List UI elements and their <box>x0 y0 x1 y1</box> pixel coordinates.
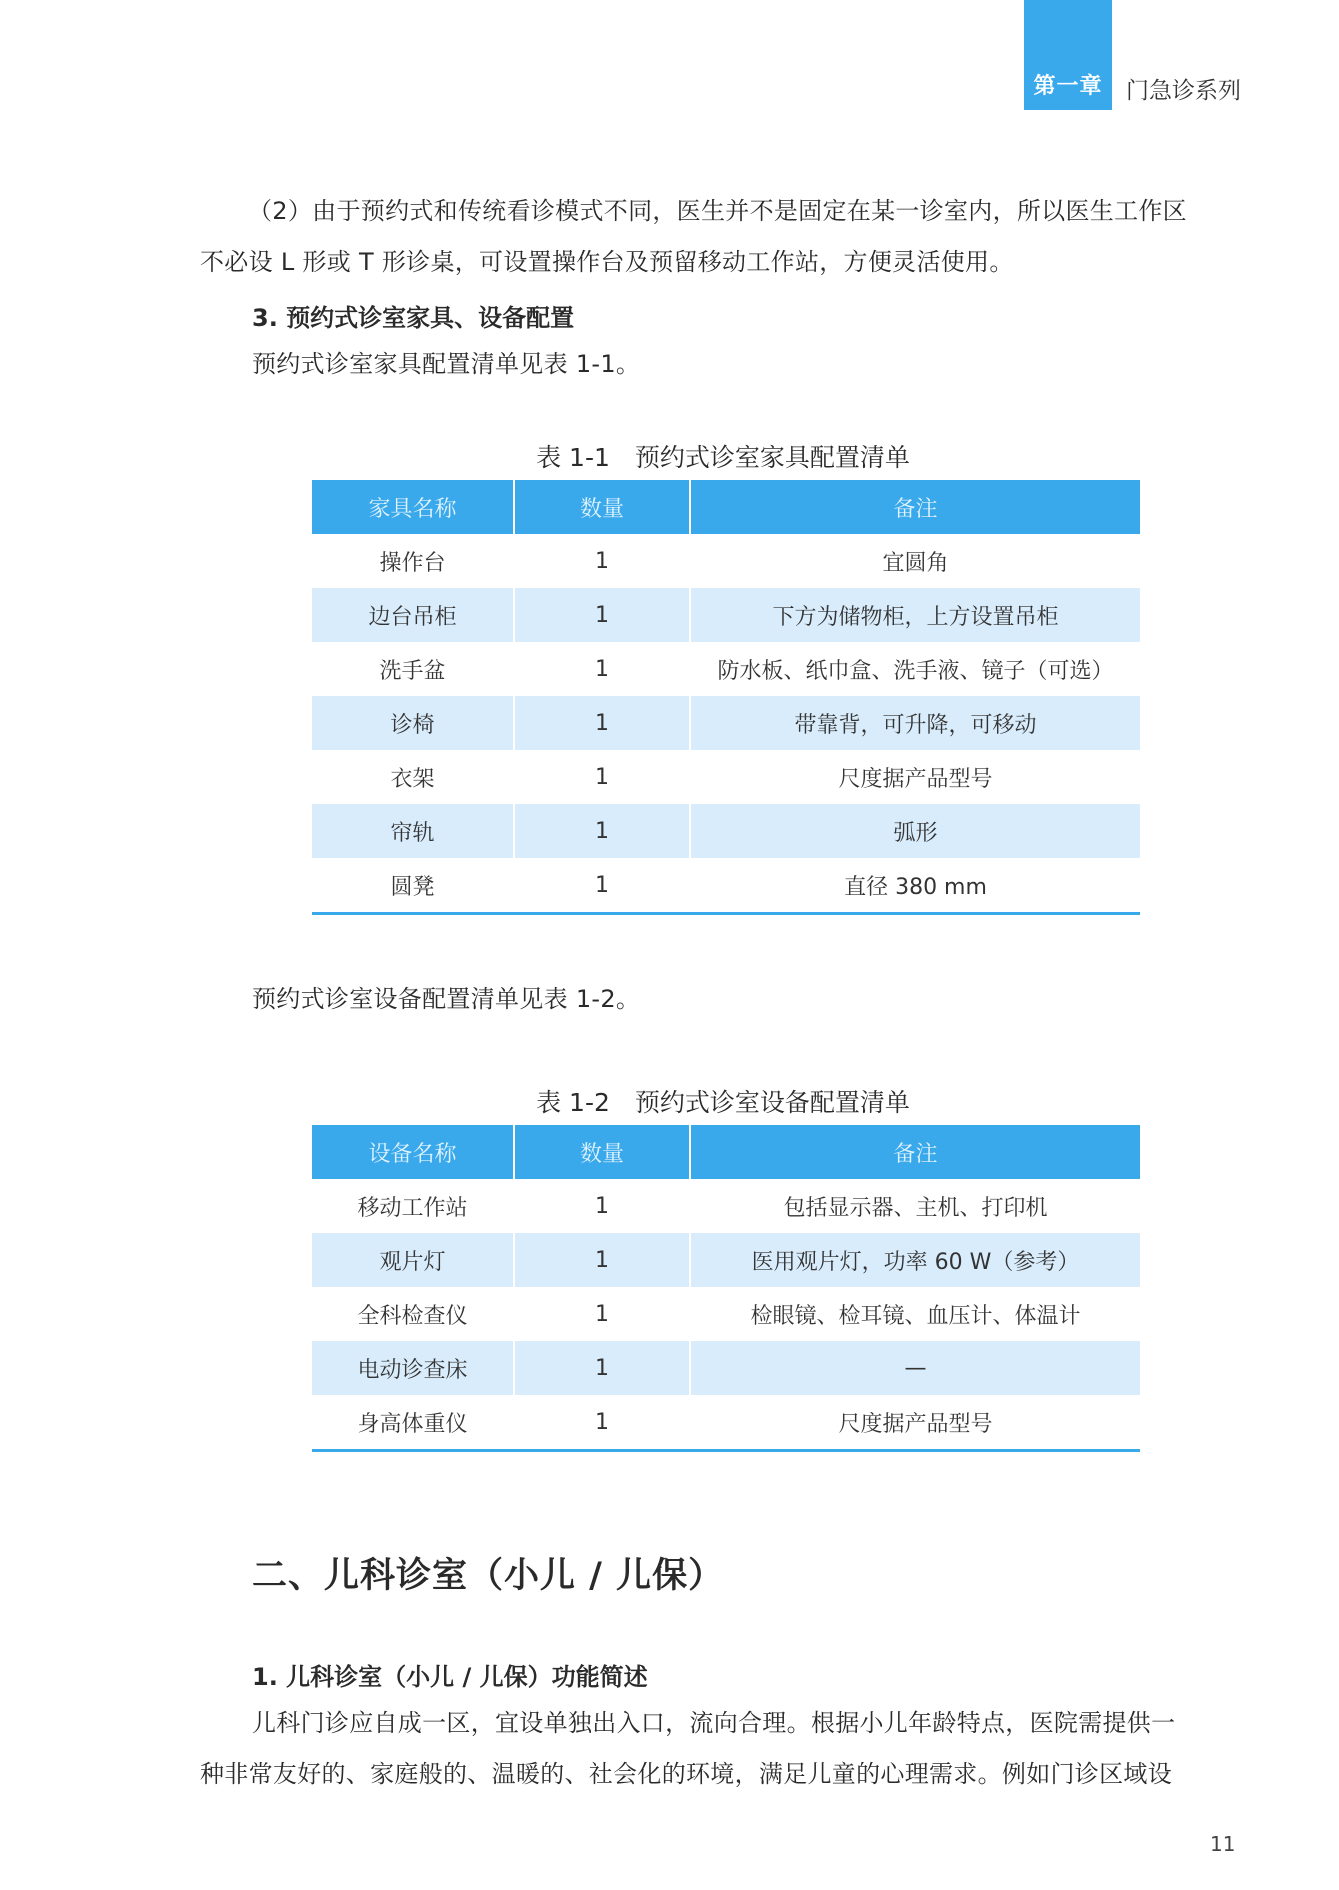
cell-note: 尺度据产品型号 <box>690 750 1140 804</box>
cell-name: 电动诊查床 <box>312 1341 514 1395</box>
cell-qty: 1 <box>514 1179 690 1233</box>
paragraph-line: 儿科门诊应自成一区，宜设单独出入口，流向合理。根据小儿年龄特点，医院需提供一 <box>252 1709 1176 1737</box>
chapter-label: 第一章 <box>1033 74 1103 99</box>
table-row <box>312 1395 1140 1451</box>
header-cell-qty: 数量 <box>514 1125 690 1179</box>
cell-note: 防水板、纸巾盒、洗手液、镜子（可选） <box>690 642 1140 696</box>
chapter-tab <box>1024 0 1112 110</box>
furniture-table <box>312 480 1140 915</box>
subheading-pediatrics-function: 1. 儿科诊室（小儿 / 儿保）功能简述 <box>252 1663 648 1691</box>
cell-name: 诊椅 <box>312 696 514 750</box>
cell-qty: 1 <box>514 804 690 858</box>
cell-name: 身高体重仪 <box>312 1395 514 1451</box>
paragraph-line: 不必设 L 形或 T 形诊桌，可设置操作台及预留移动工作站，方便灵活使用。 <box>200 248 1014 276</box>
table-row <box>312 642 1140 696</box>
cell-note: 直径 380 mm <box>690 858 1140 914</box>
cell-qty: 1 <box>514 696 690 750</box>
cell-name: 操作台 <box>379 550 446 576</box>
page-number: 11 <box>1210 1832 1236 1856</box>
cell-name: 全科检查仪 <box>357 1303 468 1329</box>
table-row <box>312 858 1140 914</box>
cell-name: 洗手盆 <box>379 658 446 684</box>
cell-qty: 1 <box>514 1233 690 1287</box>
cell-name: 观片灯 <box>312 1233 514 1287</box>
table1-caption: 表 1-1 预约式诊室家具配置清单 <box>536 443 910 472</box>
table-row <box>312 696 1140 750</box>
table-row <box>312 1341 1140 1395</box>
paragraph-doctor-workspace <box>200 186 1240 288</box>
cell-name: 圆凳 <box>312 858 514 914</box>
table-header-row <box>312 480 1140 534</box>
table-row <box>312 1287 1140 1341</box>
table-row <box>312 804 1140 858</box>
cell-note: 包括显示器、主机、打印机 <box>690 1179 1140 1233</box>
table2-caption: 表 1-2 预约式诊室设备配置清单 <box>536 1088 910 1117</box>
cell-note: 带靠背，可升降，可移动 <box>690 696 1140 750</box>
header-cell-note: 备注 <box>690 1125 1140 1179</box>
series-title: 门急诊系列 <box>1126 78 1241 104</box>
cell-qty: 1 <box>514 534 690 588</box>
cell-qty: 1 <box>514 1341 690 1395</box>
table-row <box>312 750 1140 804</box>
table-header-row <box>312 1125 1140 1179</box>
cell-note: 宜圆角 <box>690 534 1140 588</box>
cell-qty: 1 <box>514 750 690 804</box>
cell-name: 衣架 <box>390 766 435 792</box>
cell-qty: 1 <box>514 1395 690 1451</box>
cell-note: 检眼镜、检耳镜、血压计、体温计 <box>690 1287 1140 1341</box>
paragraph-table2-ref: 预约式诊室设备配置清单见表 1-2。 <box>252 985 641 1013</box>
cell-qty: 1 <box>514 588 690 642</box>
table-row <box>312 1233 1140 1287</box>
header-cell-name: 设备名称 <box>312 1125 514 1179</box>
cell-name: 边台吊柜 <box>312 588 514 642</box>
cell-note: — <box>690 1341 1140 1395</box>
paragraph-line: （2）由于预约式和传统看诊模式不同，医生并不是固定在某一诊室内，所以医生工作区 <box>248 197 1187 225</box>
table-row <box>312 534 1140 588</box>
cell-note: 下方为储物柜，上方设置吊柜 <box>690 588 1140 642</box>
cell-qty: 1 <box>514 1287 690 1341</box>
paragraph-line: 种非常友好的、家庭般的、温暖的、社会化的环境，满足儿童的心理需求。例如门诊区域设 <box>200 1760 1172 1788</box>
section-title-pediatrics: 二、儿科诊室（小儿 / 儿保） <box>252 1556 725 1596</box>
header-cell-qty: 数量 <box>514 480 690 534</box>
paragraph-pediatrics <box>200 1698 1240 1800</box>
cell-qty: 1 <box>514 858 690 914</box>
equipment-table <box>312 1125 1140 1452</box>
table-row <box>312 588 1140 642</box>
cell-note: 尺度据产品型号 <box>690 1395 1140 1451</box>
header-cell-note: 备注 <box>690 480 1140 534</box>
subheading-furniture-equipment: 3. 预约式诊室家具、设备配置 <box>252 304 575 332</box>
cell-qty: 1 <box>514 642 690 696</box>
cell-name: 移动工作站 <box>357 1195 468 1221</box>
header-cell-name: 家具名称 <box>312 480 514 534</box>
cell-note: 弧形 <box>690 804 1140 858</box>
table-row <box>312 1179 1140 1233</box>
paragraph-table1-ref: 预约式诊室家具配置清单见表 1-1。 <box>252 350 641 378</box>
cell-note: 医用观片灯，功率 60 W（参考） <box>690 1233 1140 1287</box>
cell-name: 帘轨 <box>312 804 514 858</box>
